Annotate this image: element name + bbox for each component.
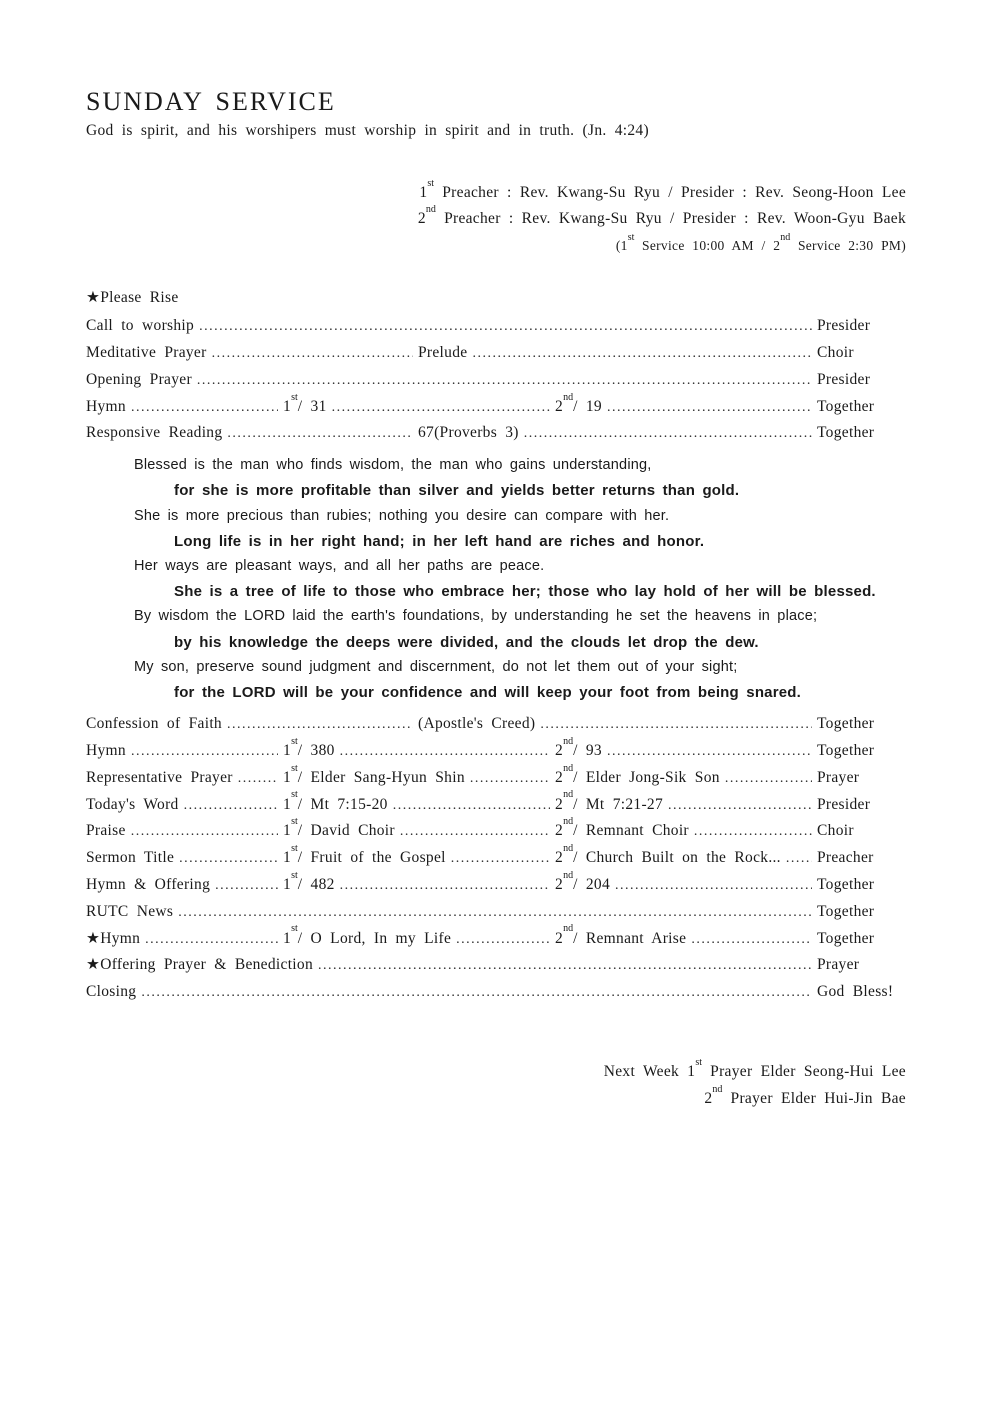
line-cell [86, 899, 817, 927]
line-cell [283, 762, 555, 793]
service-line [86, 842, 906, 872]
second-service-detail: 2nd/ 204 [555, 869, 610, 893]
first-service-detail: 1st/ Mt 7:15-20 [283, 789, 388, 813]
dot-leader [725, 766, 812, 793]
line-cell [519, 421, 817, 448]
preacher-text: Preacher : Rev. Kwang-Su Ryu / Presider : Rev. Seong-Hoon Lee [434, 184, 906, 202]
service-item-label: Hymn [86, 397, 126, 415]
page-title: SUNDAY SERVICE [86, 87, 336, 116]
line-cell [86, 313, 817, 341]
service-detail: 67(Proverbs 3) [418, 424, 519, 442]
dot-leader [212, 341, 413, 368]
second-service-detail: 2nd/ Elder Jong-Sik Son [555, 762, 720, 786]
dot-leader [691, 927, 812, 954]
service-line-role: Choir [817, 344, 854, 362]
line-cell [86, 765, 283, 793]
service-line [86, 818, 906, 845]
service-times-line [86, 231, 906, 257]
line-cell [555, 762, 817, 793]
dot-leader [615, 873, 812, 900]
ordinal-superscript: st [291, 923, 298, 935]
dot-leader [540, 712, 812, 739]
times-text: Service 2:30 PM) [790, 238, 906, 254]
service-line-role: Presider [817, 370, 871, 388]
service-line [86, 869, 906, 899]
service-item-label: Praise [86, 822, 126, 840]
service-line [86, 313, 906, 340]
line-cell [555, 789, 817, 820]
dot-leader [215, 873, 278, 900]
service-line-role: Presider [817, 317, 871, 335]
dot-leader [340, 873, 550, 900]
ordinal-superscript: st [291, 869, 298, 881]
service-item-label: Representative Prayer [86, 768, 233, 786]
dot-leader [607, 395, 812, 422]
first-service-detail: 1st/ Elder Sang-Hyun Shin [283, 762, 465, 786]
ordinal-superscript: nd [425, 203, 436, 215]
dot-leader [607, 739, 812, 766]
ordinal-superscript: st [291, 735, 298, 747]
first-service-detail: 1st/ 482 [283, 869, 335, 893]
service-line [86, 923, 906, 953]
next-week-block [86, 1058, 906, 1112]
ordinal-superscript: nd [563, 816, 574, 828]
ordinal-superscript: nd [563, 762, 574, 774]
ordinal-superscript: nd [563, 391, 574, 403]
service-item-label: Opening Prayer [86, 370, 192, 388]
ordinal-superscript: nd [563, 869, 574, 881]
reading-line: She is a tree of life to those who embrace her; those who lay hold of her will be blessed. [174, 583, 876, 601]
line-cell [86, 979, 817, 1007]
service-item-label: Hymn [86, 741, 126, 759]
times-text: (1 [615, 238, 628, 254]
service-item-label: Call to worship [86, 317, 195, 335]
line-cell [86, 792, 283, 820]
dot-leader [131, 739, 278, 766]
service-line [86, 340, 906, 367]
dot-leader [318, 953, 812, 980]
second-service-detail: 2nd/ Mt 7:21-27 [555, 789, 664, 813]
next-week-line-1 [86, 1058, 906, 1085]
service-detail: Prelude [418, 344, 468, 362]
ordinal-superscript: st [291, 391, 298, 403]
service-item-label: ★Offering Prayer & Benediction [86, 956, 314, 974]
service-item-label: Responsive Reading [86, 424, 223, 442]
service-line-role: Together [817, 741, 875, 759]
service-item-label: Meditative Prayer [86, 344, 207, 362]
service-line-role: Together [817, 424, 875, 442]
second-service-detail: 2nd/ Church Built on the Rock... [555, 842, 781, 867]
ordinal-superscript: st [627, 231, 635, 243]
dot-leader [184, 793, 278, 820]
service-line-role: God Bless! [817, 983, 894, 1001]
line-cell [86, 952, 817, 980]
ordinal-superscript: st [291, 762, 298, 774]
line-cell [86, 711, 418, 739]
service-line-role: Presider [817, 795, 871, 813]
line-cell [86, 420, 418, 448]
line-cell [86, 872, 283, 900]
service-item-label: RUTC News [86, 902, 174, 920]
dot-leader [524, 421, 812, 448]
second-service-detail: 2nd/ Remnant Arise [555, 923, 687, 947]
dot-leader [227, 421, 413, 448]
service-line [86, 979, 906, 1006]
line-cell [555, 869, 817, 900]
line-cell [283, 789, 555, 820]
ordinal-superscript: st [291, 842, 298, 854]
line-cell [283, 842, 555, 873]
ordinal-superscript: nd [712, 1083, 723, 1095]
service-item-label: Closing [86, 983, 137, 1001]
preacher-line-1 [86, 180, 906, 206]
dot-leader [470, 766, 550, 793]
order-lines-top [86, 313, 906, 447]
ordinal-superscript: st [695, 1056, 702, 1068]
second-service-detail: 2nd/ Remnant Choir [555, 816, 689, 840]
service-line-role: Together [817, 397, 875, 415]
ordinal-superscript: st [291, 816, 298, 828]
second-service-detail: 2nd/ 93 [555, 735, 602, 759]
ordinal-superscript: nd [780, 231, 791, 243]
dot-leader [179, 846, 278, 873]
first-service-detail: 1st/ 31 [283, 391, 327, 415]
please-rise-note: ★Please Rise [86, 289, 179, 307]
service-item-label: Sermon Title [86, 849, 175, 867]
next-week-line-2 [86, 1085, 906, 1112]
reading-line: for the LORD will be your confidence and will keep your foot from being snared. [174, 683, 802, 701]
dot-leader [786, 846, 812, 873]
service-line [86, 420, 906, 447]
line-cell [86, 394, 283, 422]
first-service-detail: 1st/ O Lord, In my Life [283, 923, 452, 947]
service-detail: (Apostle's Creed) [418, 715, 536, 733]
preacher-line-2 [86, 203, 906, 232]
service-line [86, 762, 906, 792]
reading-line: My son, preserve sound judgment and discernment, do not let them out of your sight; [134, 658, 738, 675]
service-line [86, 367, 906, 394]
service-line [86, 735, 906, 765]
dot-leader [199, 314, 812, 341]
line-cell [86, 340, 418, 368]
verse-line: God is spirit, and his worshipers must worship in spirit and in truth. (Jn. 4:24) [86, 122, 649, 140]
line-cell [283, 735, 555, 766]
dot-leader [131, 819, 278, 846]
line-cell [86, 818, 283, 846]
dot-leader [472, 341, 812, 368]
responsive-reading-block [86, 453, 906, 705]
line-cell [86, 367, 817, 395]
line-cell [535, 712, 817, 739]
service-line-role: Prayer [817, 768, 860, 786]
service-line-role: Together [817, 902, 875, 920]
ordinal-superscript: nd [563, 789, 574, 801]
line-cell [283, 391, 555, 422]
service-line-role: Prayer [817, 956, 860, 974]
line-cell [283, 818, 555, 846]
line-cell [555, 842, 817, 873]
line-cell [555, 818, 817, 846]
footer-text: Prayer Elder Seong-Hui Lee [701, 1062, 906, 1080]
service-item-label: Hymn & Offering [86, 875, 211, 893]
service-line [86, 899, 906, 926]
footer-text: Next Week 1 [603, 1062, 696, 1080]
line-cell [86, 738, 283, 766]
service-item-label: Today's Word [86, 795, 179, 813]
dot-leader [451, 846, 550, 873]
ordinal-superscript: nd [563, 923, 574, 935]
ordinal-number: 1 [419, 184, 428, 202]
reading-line: Long life is in her right hand; in her left hand are riches and honor. [174, 532, 705, 550]
dot-leader [694, 819, 812, 846]
dot-leader [668, 793, 812, 820]
service-line [86, 391, 906, 421]
second-service-detail: 2nd/ 19 [555, 391, 602, 415]
dot-leader [332, 395, 550, 422]
ordinal-superscript: nd [563, 735, 574, 747]
reading-line: Blessed is the man who finds wisdom, the man who gains understanding, [134, 457, 652, 474]
reading-line: By wisdom the LORD laid the earth's foundations, by understanding he set the heavens in place; [134, 608, 818, 625]
dot-leader [227, 712, 413, 739]
ordinal-superscript: nd [563, 842, 574, 854]
line-cell [283, 869, 555, 900]
first-service-detail: 1st/ 380 [283, 735, 335, 759]
service-line-role: Together [817, 715, 875, 733]
service-line-role: Preacher [817, 849, 874, 867]
service-line-role: Choir [817, 822, 854, 840]
line-cell [555, 391, 817, 422]
footer-text: Prayer Elder Hui-Jin Bae [722, 1089, 906, 1107]
reading-line: She is more precious than rubies; nothing you desire can compare with her. [134, 507, 670, 524]
service-line-role: Together [817, 875, 875, 893]
dot-leader [141, 980, 812, 1007]
first-service-detail: 1st/ Fruit of the Gospel [283, 842, 446, 867]
line-cell [555, 923, 817, 954]
footer-text: 2 [704, 1089, 713, 1107]
reading-line: Her ways are pleasant ways, and all her paths are peace. [134, 558, 545, 575]
service-leaders-block [86, 180, 906, 257]
dot-leader [400, 819, 550, 846]
order-lines-bottom [86, 711, 906, 1006]
line-cell [86, 845, 283, 873]
dot-leader [131, 395, 278, 422]
preacher-text: Preacher : Rev. Kwang-Su Ryu / Presider : Rev. Woon-Gyu Baek [435, 209, 906, 227]
first-service-detail: 1st/ David Choir [283, 816, 395, 840]
line-cell [86, 926, 283, 954]
dot-leader [197, 368, 812, 395]
dot-leader [238, 766, 278, 793]
service-item-label: ★Hymn [86, 929, 141, 947]
ordinal-superscript: st [291, 789, 298, 801]
reading-line: by his knowledge the deeps were divided, and the clouds let drop the dew. [174, 633, 759, 651]
reading-line: for she is more profitable than silver and yields better returns than gold. [174, 482, 740, 500]
line-cell [283, 923, 555, 954]
dot-leader [393, 793, 550, 820]
service-line [86, 789, 906, 819]
service-line-role: Together [817, 929, 875, 947]
dot-leader [456, 927, 550, 954]
dot-leader [145, 927, 278, 954]
times-text: Service 10:00 AM / 2 [634, 238, 781, 254]
line-cell [555, 735, 817, 766]
dot-leader [340, 739, 550, 766]
dot-leader [178, 900, 812, 927]
service-item-label: Confession of Faith [86, 715, 222, 733]
line-cell [467, 341, 817, 368]
ordinal-superscript: st [427, 178, 435, 190]
service-line [86, 711, 906, 738]
service-line [86, 952, 906, 979]
ordinal-number: 2 [417, 209, 426, 227]
